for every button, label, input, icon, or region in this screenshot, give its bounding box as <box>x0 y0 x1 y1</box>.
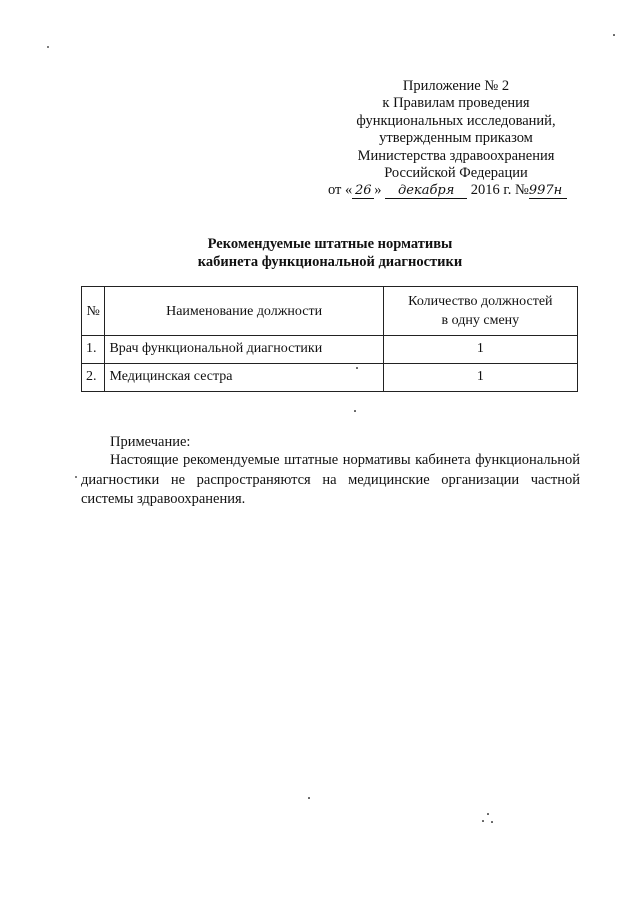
appendix-line: утвержденным приказом <box>379 130 533 147</box>
table-row <box>82 364 578 392</box>
scan-speck <box>491 821 493 823</box>
row-position-name: Медицинская сестра <box>105 364 383 392</box>
handwritten-day: 26 <box>352 183 374 199</box>
appendix-line: функциональных исследований, <box>356 112 556 129</box>
order-date-line <box>300 182 612 199</box>
document-title <box>80 236 580 271</box>
scan-speck <box>482 820 484 822</box>
scan-speck <box>613 34 615 36</box>
row-number: 1. <box>82 336 105 364</box>
header-quantity-line-1: Количество должностей <box>408 294 553 309</box>
handwritten-month: декабря <box>385 183 467 199</box>
scan-speck <box>308 797 310 799</box>
scan-speck <box>487 813 489 815</box>
staffing-table <box>81 286 578 392</box>
date-year: 2016 г. № <box>470 182 529 199</box>
appendix-line: Министерства здравоохранения <box>357 147 555 164</box>
title-line-1: Рекомендуемые штатные нормативы <box>207 236 453 252</box>
note-text: Настоящие рекомендуемые штатные нормативы кабинета функциональной диагностики не распространяются на медицинские организации частной системы здравоохранения. <box>81 452 580 507</box>
appendix-line: к Правилам проведения <box>382 95 530 112</box>
appendix-line: Российской Федерации <box>384 165 528 182</box>
header-quantity-line-2: в одну смену <box>441 313 520 328</box>
row-position-name: Врач функциональной диагностики <box>105 336 383 364</box>
date-mid: » <box>374 182 382 199</box>
table-row <box>82 336 578 364</box>
handwritten-order-number: 997н <box>529 183 567 199</box>
row-quantity: 1 <box>383 336 577 364</box>
table-header-row <box>82 287 578 336</box>
header-num: № <box>82 287 105 336</box>
scan-speck <box>75 476 77 478</box>
row-number: 2. <box>82 364 105 392</box>
appendix-title: Приложение № 2 <box>402 78 510 94</box>
scan-speck <box>356 367 358 369</box>
scan-speck <box>354 410 356 412</box>
header-position-name: Наименование должности <box>105 287 383 336</box>
title-line-2: кабинета функциональной диагностики <box>197 253 463 270</box>
appendix-header <box>300 78 612 200</box>
row-quantity: 1 <box>383 364 577 392</box>
scan-speck <box>47 46 49 48</box>
header-quantity <box>383 287 577 336</box>
note-label: Примечание: <box>110 434 191 450</box>
date-prefix: от « <box>328 182 353 199</box>
